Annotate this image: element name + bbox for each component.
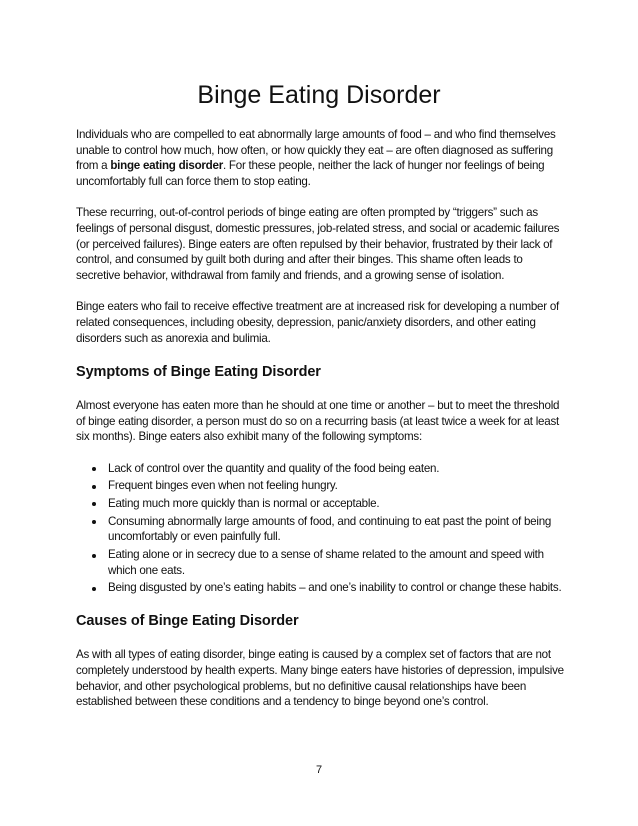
- symptom-list-item: [76, 478, 568, 494]
- symptom-list-item: [76, 496, 568, 512]
- intro-paragraph-1: [76, 127, 568, 190]
- document-body: [76, 127, 568, 725]
- intro-paragraph-1-bold-term: binge eating disorder: [110, 159, 223, 173]
- symptom-text: Eating much more quickly than is normal or acceptable.: [108, 496, 380, 510]
- symptom-list-item: [76, 514, 568, 545]
- symptoms-list: [76, 461, 568, 597]
- causes-paragraph: As with all types of eating disorder, binge eating is caused by a complex set of factors that are not completely understood by health experts. Many binge eaters have histories of depression, impulsive behavior, and other psychological problems, but no definitive causal relationships have been established between these conditions and a tendency to binge beyond one’s control.: [76, 648, 564, 709]
- symptom-text: Eating alone or in secrecy due to a sense of shame related to the amount and speed with which one eats.: [108, 548, 544, 577]
- page-title: Binge Eating Disorder: [197, 81, 441, 109]
- causes-heading: Causes of Binge Eating Disorder: [76, 613, 299, 630]
- intro-paragraph-1-text-end: . For these people, neither the lack of hunger nor feelings of being uncomfortably full can force them to stop eating.: [76, 159, 545, 189]
- bullet-icon: [92, 587, 96, 591]
- symptom-text: Frequent binges even when not feeling hungry.: [108, 479, 338, 493]
- bullet-icon: [92, 520, 96, 524]
- bullet-icon: [92, 467, 96, 471]
- intro-paragraph-1-text-start: Individuals who are compelled to eat abnormally large amounts of food – and who find themselves unable to control how much, how often, or how quickly they eat – are often diagnosed as suffering from a: [76, 128, 556, 173]
- symptom-list-item: [76, 547, 568, 578]
- intro-paragraph-3: Binge eaters who fail to receive effective treatment are at increased risk for developing a number of related consequences, including obesity, depression, panic/anxiety disorders, and other eating disorders such as anorexia and bulimia.: [76, 300, 560, 345]
- symptoms-heading: Symptoms of Binge Eating Disorder: [76, 363, 321, 380]
- bullet-icon: [92, 485, 96, 489]
- page-number: 7: [315, 764, 323, 776]
- symptoms-intro: Almost everyone has eaten more than he should at one time or another – but to meet the threshold of binge eating disorder, a person must do so on a recurring basis (at least twice a week for at least six months). Binge eaters also exhibit many of the following symptoms:: [76, 398, 560, 444]
- intro-paragraph-2: These recurring, out-of-control periods of binge eating are often prompted by “triggers” such as feelings of personal disgust, domestic pressures, job-related stress, and social or academic failures (or perceived failures). Binge eaters are often repulsed by their behavior, frustrated by their lack of control, and consumed by guilt both during and after their binges. This shame often leads to secretive behavior, withdrawal from family and friends, and a growing sense of isolation.: [76, 206, 560, 283]
- symptom-text: Lack of control over the quantity and quality of the food being eaten.: [108, 461, 440, 475]
- bullet-icon: [92, 554, 96, 558]
- symptom-text: Consuming abnormally large amounts of food, and continuing to eat past the point of being uncomfortably or even painfully full.: [108, 514, 552, 544]
- bullet-icon: [92, 502, 96, 506]
- symptom-text: Being disgusted by one’s eating habits – and one’s inability to control or change these habits.: [108, 581, 562, 595]
- symptom-list-item: [76, 580, 568, 596]
- symptom-list-item: [76, 461, 568, 477]
